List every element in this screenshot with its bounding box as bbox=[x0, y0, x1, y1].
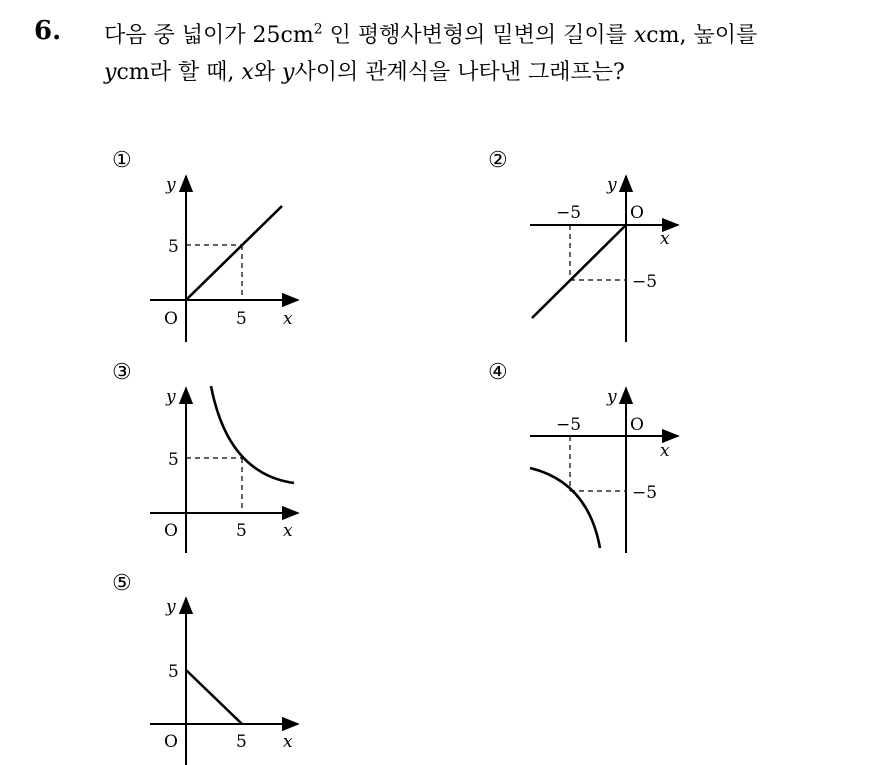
graph-line bbox=[186, 206, 282, 300]
variable-y: y bbox=[282, 60, 295, 85]
question-text-part: 인 평행사변형의 밑변의 길이를 bbox=[322, 23, 634, 48]
y-axis-label: y bbox=[166, 387, 176, 407]
graph-line bbox=[186, 670, 242, 724]
graph-curve bbox=[211, 386, 294, 483]
choice-5-label[interactable]: ⑤ bbox=[112, 571, 132, 596]
tick-label-x: 5 bbox=[236, 732, 247, 752]
unit-cm: cm bbox=[116, 60, 150, 85]
choice-3-label[interactable]: ③ bbox=[112, 360, 132, 385]
tick-label-x: −5 bbox=[556, 415, 582, 435]
area-exponent: 2 bbox=[313, 21, 323, 38]
variable-x: x bbox=[241, 60, 254, 85]
graph-line bbox=[532, 225, 626, 318]
y-axis-label: y bbox=[607, 387, 617, 407]
area-unit: cm bbox=[280, 23, 314, 48]
origin-label: O bbox=[630, 415, 644, 435]
x-axis-label: x bbox=[283, 309, 293, 329]
question-text-part: 라 할 때, bbox=[149, 60, 242, 85]
choice-4-label[interactable]: ④ bbox=[488, 360, 508, 385]
origin-label: O bbox=[630, 203, 644, 223]
graph-5[interactable] bbox=[150, 597, 298, 765]
question-text-part: , 높이를 bbox=[679, 23, 758, 48]
question-text-part: 다음 중 넓이가 bbox=[104, 23, 253, 48]
y-axis-label: y bbox=[166, 597, 176, 617]
x-axis-label: x bbox=[660, 441, 670, 461]
tick-label-y: −5 bbox=[632, 272, 658, 292]
y-axis-label: y bbox=[607, 175, 617, 195]
x-axis-label: x bbox=[283, 732, 293, 752]
unit-cm: cm bbox=[646, 23, 680, 48]
graph-3[interactable] bbox=[150, 386, 298, 553]
graph-4[interactable] bbox=[530, 387, 678, 553]
tick-label-y: 5 bbox=[168, 450, 179, 470]
tick-label-x: 5 bbox=[236, 309, 247, 329]
origin-label: O bbox=[164, 521, 178, 541]
choice-1-label[interactable]: ① bbox=[112, 148, 132, 173]
area-value: 25 bbox=[252, 23, 281, 48]
graph-curve bbox=[530, 468, 600, 548]
tick-label-y: −5 bbox=[632, 483, 658, 503]
y-axis-label: y bbox=[166, 175, 176, 195]
question-text-part: 와 bbox=[253, 60, 283, 85]
question-text-part: 사이의 관계식을 나타낸 그래프는? bbox=[294, 60, 625, 85]
graph-2[interactable] bbox=[530, 175, 678, 342]
x-axis-label: x bbox=[660, 229, 670, 249]
origin-label: O bbox=[164, 309, 178, 329]
tick-label-y: 5 bbox=[168, 662, 179, 682]
tick-label-x: 5 bbox=[236, 521, 247, 541]
origin-label: O bbox=[164, 732, 178, 752]
graph-1[interactable] bbox=[150, 175, 298, 342]
question-number: 6. bbox=[34, 16, 62, 46]
variable-y: y bbox=[104, 60, 117, 85]
tick-label-y: 5 bbox=[168, 237, 179, 257]
x-axis-label: x bbox=[283, 521, 293, 541]
tick-label-x: −5 bbox=[556, 203, 582, 223]
variable-x: x bbox=[633, 23, 647, 48]
choice-2-label[interactable]: ② bbox=[488, 148, 508, 173]
